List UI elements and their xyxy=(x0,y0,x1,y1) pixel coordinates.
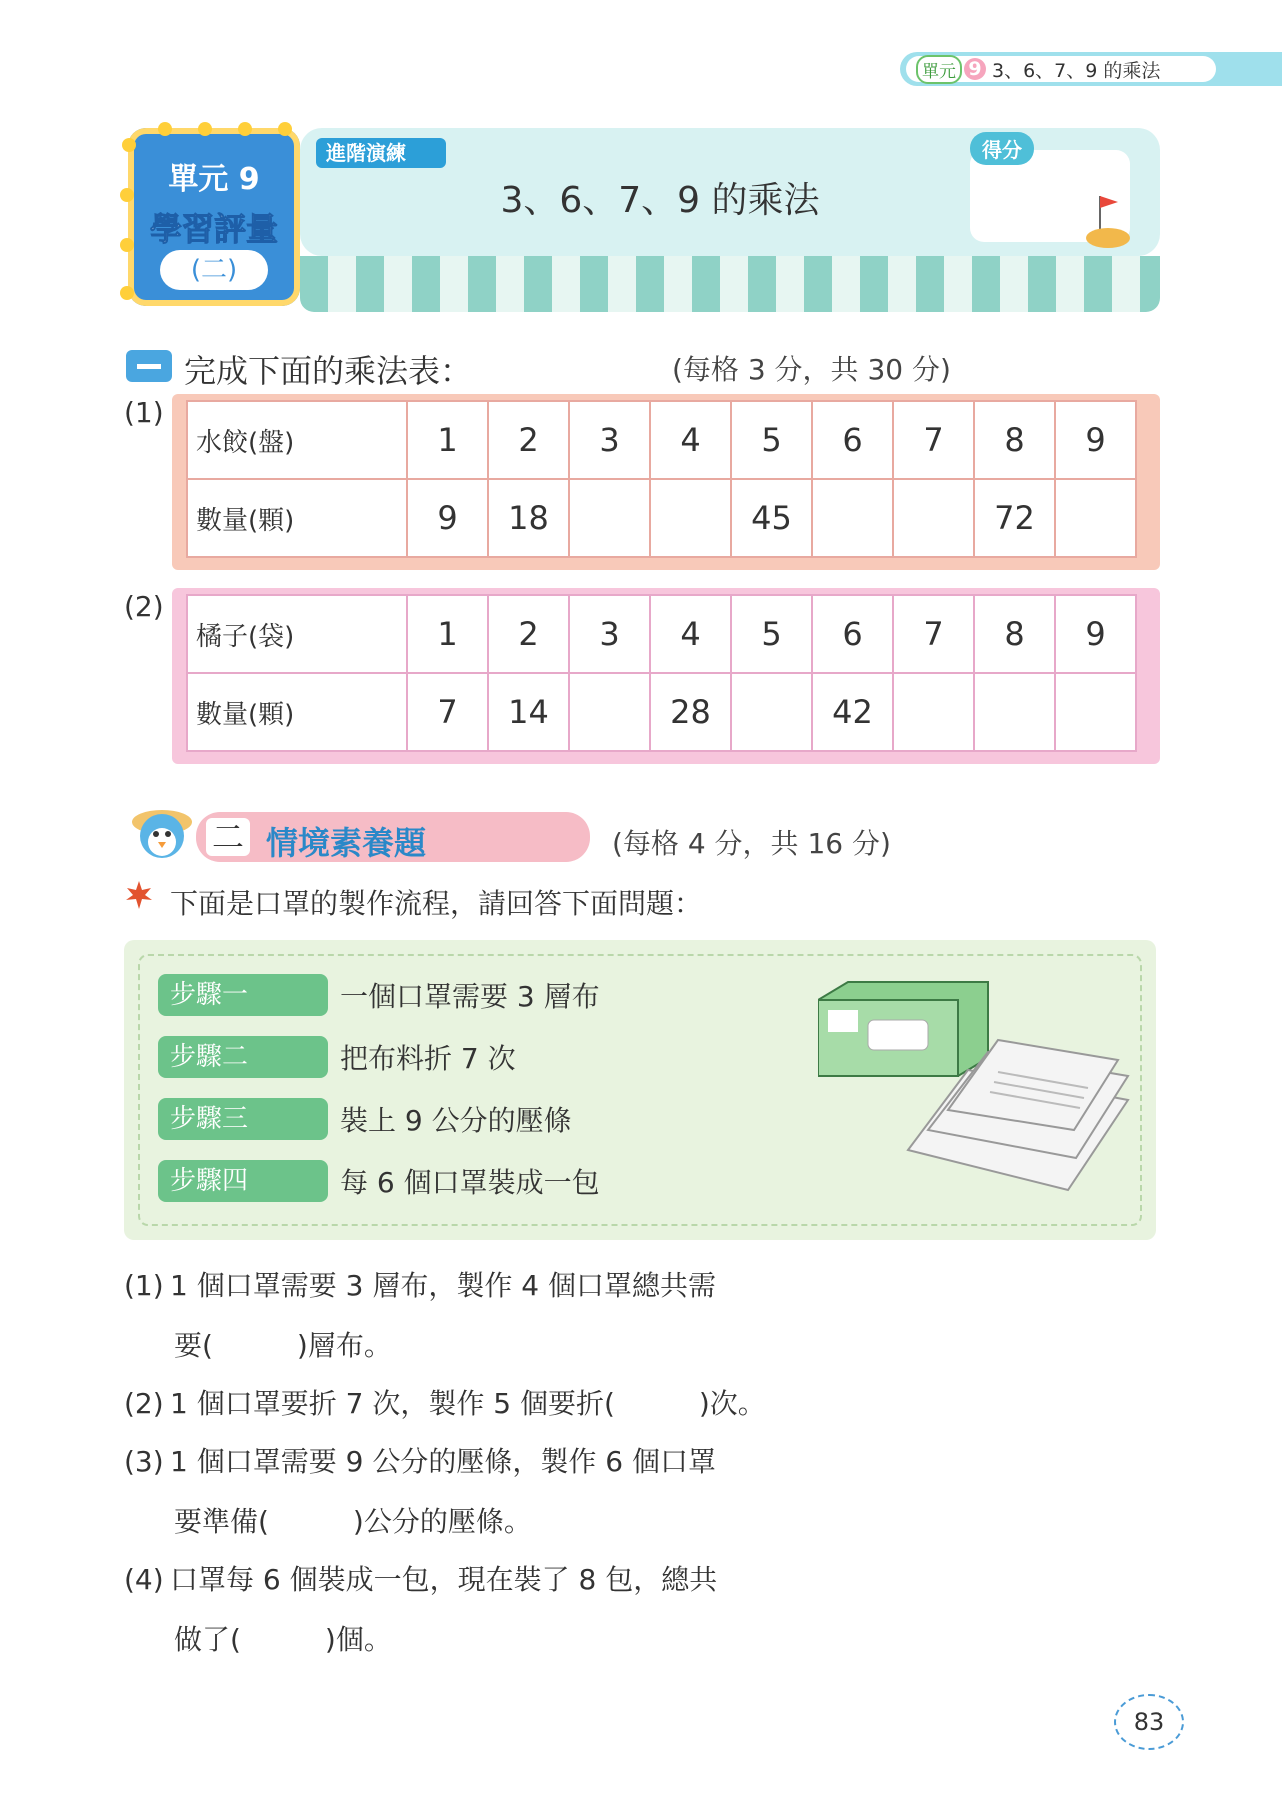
question-number: (1) xyxy=(124,1269,164,1302)
question-answer-line[interactable]: 要準備( )公分的壓條。 xyxy=(174,1505,532,1538)
table-cell: 4 xyxy=(650,595,731,673)
badge-dot xyxy=(120,286,134,300)
table-cell: 6 xyxy=(812,595,893,673)
section2-score-note: (每格 4 分，共 16 分) xyxy=(612,827,891,860)
step-text: 把布料折 7 次 xyxy=(340,1042,516,1075)
problem-intro: 下面是口罩的製作流程，請回答下面問題： xyxy=(170,887,703,920)
section1-title: 完成下面的乘法表： xyxy=(184,352,473,390)
question-text: 1 個口罩需要 9 公分的壓條，製作 6 個口罩 xyxy=(170,1445,716,1478)
row-header: 橘子(袋) xyxy=(187,595,407,673)
question-number: (3) xyxy=(124,1445,164,1478)
row-header: 水餃(盤) xyxy=(187,401,407,479)
multiplication-table-1 xyxy=(186,400,1137,558)
answer-cell[interactable] xyxy=(1055,479,1136,557)
answer-cell[interactable] xyxy=(893,673,974,751)
score-label: 得分 xyxy=(970,132,1034,165)
row-header: 數量(顆) xyxy=(187,673,407,751)
unit-badge xyxy=(128,128,300,306)
section2-title: 情境素養題 xyxy=(266,824,427,862)
answer-cell[interactable]: 7 xyxy=(407,673,488,751)
unit-tab xyxy=(900,52,1282,86)
unit-tab-inner xyxy=(906,56,1216,82)
table-cell: 2 xyxy=(488,401,569,479)
badge-unit: 單元 9 xyxy=(168,162,260,197)
penguin-mascot-icon xyxy=(128,800,198,864)
table-cell: 5 xyxy=(731,595,812,673)
section1-score-note: (每格 3 分，共 30 分) xyxy=(672,353,951,386)
table-cell: 7 xyxy=(893,595,974,673)
table-cell: 1 xyxy=(407,595,488,673)
row-header: 數量(顆) xyxy=(187,479,407,557)
answer-cell[interactable] xyxy=(893,479,974,557)
answer-cell[interactable]: 42 xyxy=(812,673,893,751)
badge-dot xyxy=(122,138,136,152)
step-3 xyxy=(158,1098,572,1140)
table-cell: 7 xyxy=(893,401,974,479)
answer-cell[interactable] xyxy=(650,479,731,557)
step-2 xyxy=(158,1036,516,1078)
badge-part: (二) xyxy=(160,250,268,290)
badge-dot xyxy=(198,122,212,136)
unit-topic: 3、6、7、9 的乘法 xyxy=(992,59,1161,82)
page-title: 3、6、7、9 的乘法 xyxy=(500,180,820,221)
answer-cell[interactable]: 72 xyxy=(974,479,1055,557)
step-label: 步驟三 xyxy=(158,1098,328,1140)
mask-box-illustration xyxy=(818,980,1138,1200)
answer-cell[interactable] xyxy=(569,673,650,751)
practice-tag: 進階演練 xyxy=(316,138,446,168)
question-answer-line[interactable]: 要( )層布。 xyxy=(174,1329,392,1362)
unit-label: 單元 xyxy=(916,55,962,84)
step-4 xyxy=(158,1160,600,1202)
step-text: 一個口罩需要 3 層布 xyxy=(340,980,600,1013)
answer-cell[interactable]: 45 xyxy=(731,479,812,557)
badge-dot xyxy=(158,122,172,136)
answer-cell[interactable]: 28 xyxy=(650,673,731,751)
badge-dot xyxy=(278,122,292,136)
step-label: 步驟二 xyxy=(158,1036,328,1078)
section2-number: 二 xyxy=(206,818,250,856)
question-3 xyxy=(124,1432,716,1552)
question-text[interactable]: 1 個口罩要折 7 次，製作 5 個要折( )次。 xyxy=(170,1387,766,1420)
table-cell: 8 xyxy=(974,595,1055,673)
question-number: (4) xyxy=(124,1563,164,1596)
section1-number xyxy=(126,350,172,382)
question-4 xyxy=(124,1550,717,1670)
answer-cell[interactable] xyxy=(1055,673,1136,751)
table-row xyxy=(187,479,1136,557)
table-cell: 9 xyxy=(1055,595,1136,673)
table-cell: 1 xyxy=(407,401,488,479)
table-row xyxy=(187,401,1136,479)
table-row xyxy=(187,595,1136,673)
table-cell: 6 xyxy=(812,401,893,479)
table-cell: 3 xyxy=(569,401,650,479)
step-label: 步驟一 xyxy=(158,974,328,1016)
step-label: 步驟四 xyxy=(158,1160,328,1202)
answer-cell[interactable]: 18 xyxy=(488,479,569,557)
answer-cell[interactable]: 14 xyxy=(488,673,569,751)
badge-dot xyxy=(238,122,252,136)
table-cell: 9 xyxy=(1055,401,1136,479)
answer-cell[interactable]: 9 xyxy=(407,479,488,557)
step-text: 裝上 9 公分的壓條 xyxy=(340,1104,572,1137)
question-text: 1 個口罩需要 3 層布，製作 4 個口罩總共需 xyxy=(170,1269,716,1302)
step-text: 每 6 個口罩裝成一包 xyxy=(340,1166,600,1199)
flag-icon xyxy=(1078,190,1138,250)
header-banner xyxy=(300,128,1160,256)
question-number: (2) xyxy=(124,1387,164,1420)
table-cell: 2 xyxy=(488,595,569,673)
answer-cell[interactable] xyxy=(812,479,893,557)
unit-number: 9 xyxy=(964,58,986,80)
step-1 xyxy=(158,974,600,1016)
table-cell: 3 xyxy=(569,595,650,673)
multiplication-table-2 xyxy=(186,594,1137,752)
question-1 xyxy=(124,1256,716,1376)
badge-assessment: 學習評量 xyxy=(149,210,278,248)
question-text: 口罩每 6 個裝成一包，現在裝了 8 包，總共 xyxy=(170,1563,718,1596)
table-row xyxy=(187,673,1136,751)
table-cell: 5 xyxy=(731,401,812,479)
answer-cell[interactable] xyxy=(974,673,1055,751)
table-cell: 8 xyxy=(974,401,1055,479)
table-cell: 4 xyxy=(650,401,731,479)
question-2 xyxy=(124,1374,766,1434)
maple-leaf-icon xyxy=(124,880,154,910)
table2-label: (2) xyxy=(124,590,164,623)
question-answer-line[interactable]: 做了( )個。 xyxy=(174,1623,392,1656)
page-number: 83 xyxy=(1114,1694,1184,1750)
answer-cell[interactable] xyxy=(731,673,812,751)
answer-cell[interactable] xyxy=(569,479,650,557)
table1-label: (1) xyxy=(124,396,164,429)
awning-decoration xyxy=(300,256,1160,312)
